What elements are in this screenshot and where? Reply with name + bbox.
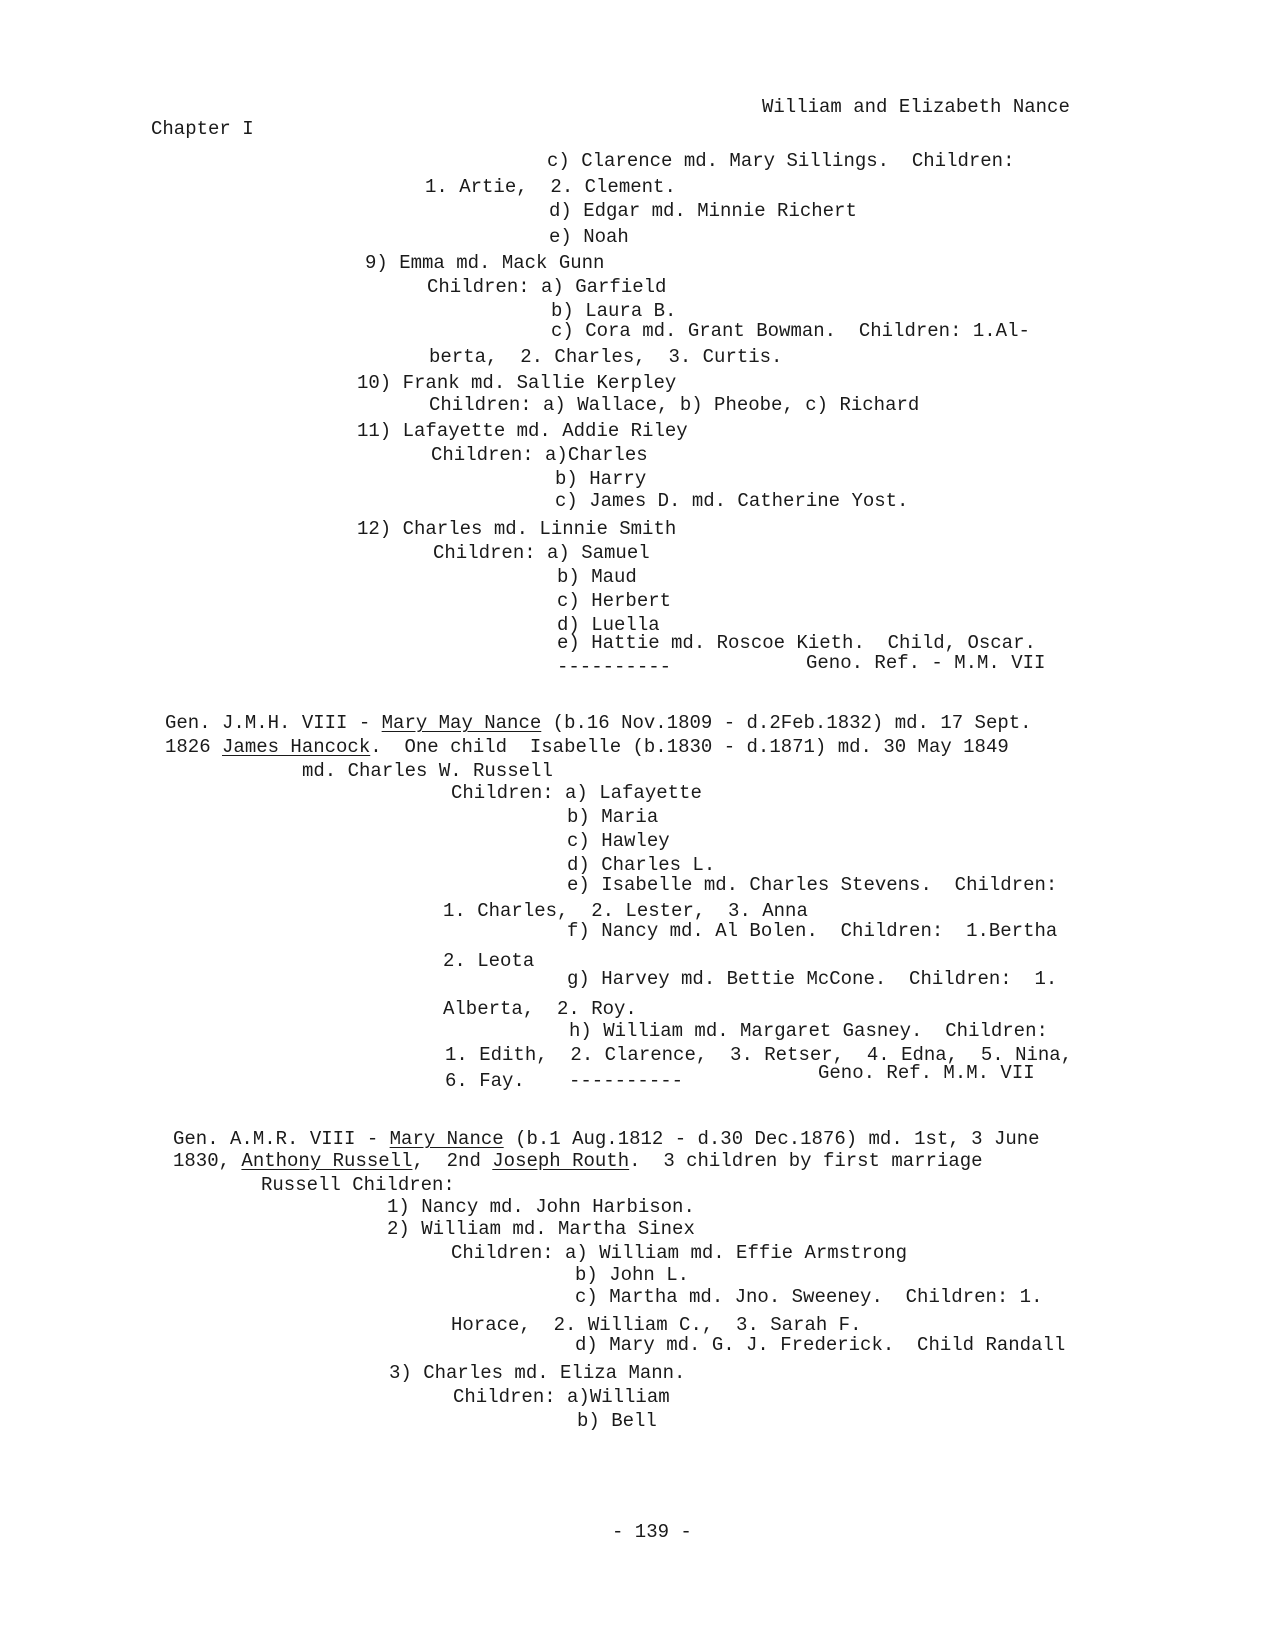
geno-ref: Geno. Ref. M.M. VII xyxy=(818,1062,1035,1084)
text-line: 1) Nancy md. John Harbison. xyxy=(387,1196,695,1218)
text-line: b) Maud xyxy=(557,566,637,588)
text-line: Gen. J.M.H. VIII - Mary May Nance (b.16 Nov.1809 - d.2Feb.1832) md. 17 Sept. xyxy=(165,712,1032,734)
text-line: Russell Children: xyxy=(261,1174,455,1196)
text-line: 1. Edith, 2. Clarence, 3. Retser, 4. Edna, 5. Nina, xyxy=(445,1044,1073,1066)
text-line: c) Martha md. Jno. Sweeney. Children: 1. xyxy=(575,1286,1043,1308)
underlined-name: Mary Nance xyxy=(389,1128,504,1150)
text-line: Children: a) Garfield xyxy=(427,276,667,298)
text-line: Children: a) Wallace, b) Pheobe, c) Richard xyxy=(429,394,920,416)
text-line: Children: a)William xyxy=(453,1386,670,1408)
text-line: 3) Charles md. Eliza Mann. xyxy=(389,1362,686,1384)
text-line: 6. Fay. xyxy=(445,1070,525,1092)
text-line: e) Isabelle md. Charles Stevens. Children: xyxy=(567,874,1058,896)
text-line: d) Edgar md. Minnie Richert xyxy=(549,200,857,222)
text-line: 1. Artie, 2. Clement. xyxy=(425,176,676,198)
text-line: 1. Charles, 2. Lester, 3. Anna xyxy=(443,900,808,922)
text-line: 12) Charles md. Linnie Smith xyxy=(357,518,677,540)
text-line: b) Maria xyxy=(567,806,659,828)
text-line: 2. Leota xyxy=(443,950,535,972)
underlined-name: James Hancock xyxy=(222,736,371,758)
text-line: g) Harvey md. Bettie McCone. Children: 1. xyxy=(567,968,1058,990)
text-line: c) Hawley xyxy=(567,830,670,852)
text-line: d) Charles L. xyxy=(567,854,716,876)
text-line: h) William md. Margaret Gasney. Children: xyxy=(569,1020,1048,1042)
geno-ref: Geno. Ref. - M.M. VII xyxy=(806,652,1046,674)
text-line: Horace, 2. William C., 3. Sarah F. xyxy=(451,1314,862,1336)
text-line: b) John L. xyxy=(575,1264,690,1286)
text-line: Children: a) Lafayette xyxy=(451,782,702,804)
text-line: f) Nancy md. Al Bolen. Children: 1.Bertha xyxy=(567,920,1058,942)
text-line: c) Clarence md. Mary Sillings. Children: xyxy=(547,150,1015,172)
text-line: e) Noah xyxy=(549,226,629,248)
text-line: Alberta, 2. Roy. xyxy=(443,998,637,1020)
text-line: berta, 2. Charles, 3. Curtis. xyxy=(429,346,783,368)
text-line: b) Laura B. xyxy=(551,300,677,322)
text-line: Children: a) William md. Effie Armstrong xyxy=(451,1242,908,1264)
text-line: b) Harry xyxy=(555,468,647,490)
text-line: 10) Frank md. Sallie Kerpley xyxy=(357,372,677,394)
text-line: e) Hattie md. Roscoe Kieth. Child, Oscar. xyxy=(557,632,1036,654)
text-line: 1826 James Hancock. One child Isabelle (b.1830 - d.1871) md. 30 May 1849 xyxy=(165,736,1009,758)
text-line: d) Mary md. G. J. Frederick. Child Randall xyxy=(575,1334,1066,1356)
running-title: William and Elizabeth Nance xyxy=(762,96,1070,118)
text-line: Children: a)Charles xyxy=(431,444,648,466)
underlined-name: Anthony Russell xyxy=(241,1150,413,1172)
page-number: - 139 - xyxy=(612,1521,692,1543)
text-line: 1830, Anthony Russell, 2nd Joseph Routh. 3 children by first marriage xyxy=(173,1150,983,1172)
separator-dashes: ---------- xyxy=(557,656,672,678)
underlined-name: Mary May Nance xyxy=(381,712,542,734)
text-line: Gen. A.M.R. VIII - Mary Nance (b.1 Aug.1812 - d.30 Dec.1876) md. 1st, 3 June xyxy=(173,1128,1040,1150)
text-line: 11) Lafayette md. Addie Riley xyxy=(357,420,688,442)
chapter-label: Chapter I xyxy=(151,118,254,140)
text-line: 9) Emma md. Mack Gunn xyxy=(365,252,605,274)
text-line: b) Bell xyxy=(577,1410,657,1432)
separator-dashes: ---------- xyxy=(569,1070,684,1092)
text-line: d) Luella xyxy=(557,614,660,636)
text-line: c) Cora md. Grant Bowman. Children: 1.Al- xyxy=(551,320,1030,342)
text-line: md. Charles W. Russell xyxy=(302,760,553,782)
text-line: Children: a) Samuel xyxy=(433,542,650,564)
underlined-name: Joseph Routh xyxy=(492,1150,630,1172)
text-line: c) James D. md. Catherine Yost. xyxy=(555,490,909,512)
text-line: 2) William md. Martha Sinex xyxy=(387,1218,695,1240)
text-line: c) Herbert xyxy=(557,590,672,612)
